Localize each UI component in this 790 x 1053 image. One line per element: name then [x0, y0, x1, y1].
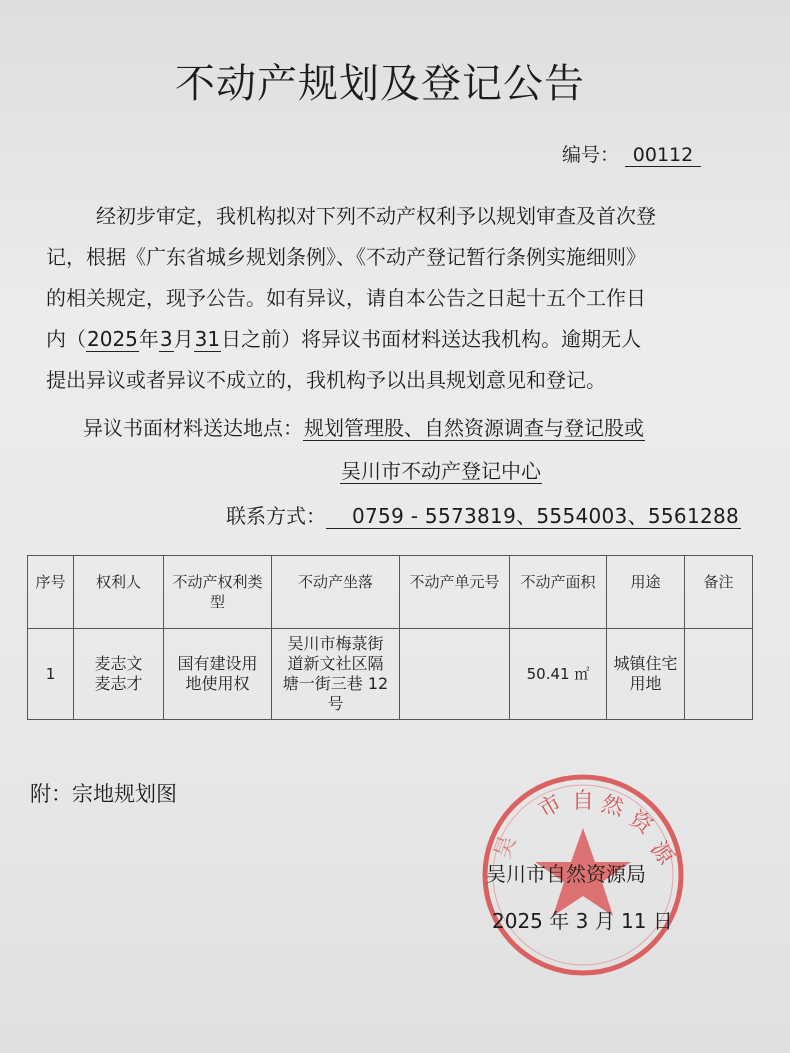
- objection-address-value-1: 规划管理股、自然资源调查与登记股或: [304, 416, 644, 440]
- objection-address-line-2: [340, 455, 542, 484]
- svg-text:源: 源: [645, 837, 679, 870]
- issue-date: 2025 年 3 月 11 日: [492, 909, 673, 933]
- col-header-right-type: 不动产权利类型: [164, 556, 272, 629]
- cell-usage: 城镇住宅 用地: [607, 629, 685, 720]
- body-line-2: 记，根据《广东省城乡规划条例》、《不动产登记暂行条例实施细则》: [46, 245, 646, 269]
- deadline-month: 3: [159, 327, 173, 351]
- table-row: [28, 629, 753, 720]
- body-line-3: 的相关规定，现予公告。如有异议，请自本公告之日起十五个工作日: [46, 286, 646, 310]
- serial-number: [562, 140, 701, 167]
- svg-text:资: 资: [624, 806, 657, 840]
- col-header-usage: 用途: [607, 556, 685, 629]
- property-table: [27, 555, 753, 720]
- col-header-unit-no: 不动产单元号: [400, 556, 510, 629]
- cell-location: 吴川市梅菉街 道新文社区隔 塘一街三巷 12 号: [272, 629, 400, 720]
- cell-area: 50.41 ㎡: [510, 629, 607, 720]
- col-header-index: 序号: [28, 556, 74, 629]
- deadline-day: 31: [194, 327, 221, 351]
- body-line-5: 提出异议或者异议不成立的，我机构予以出具规划意见和登记。: [46, 368, 606, 392]
- body-line-1: 经初步审定，我机构拟对下列不动产权利予以规划审查及首次登: [96, 204, 656, 228]
- col-header-area: 不动产面积: [510, 556, 607, 629]
- cell-index: 1: [28, 629, 74, 720]
- attachment-note: 附：宗地规划图: [30, 782, 177, 806]
- serial-label: 编号：: [562, 144, 620, 166]
- svg-text:自: 自: [572, 789, 595, 814]
- col-header-remark: 备注: [685, 556, 753, 629]
- col-header-owner: 权利人: [74, 556, 164, 629]
- issuing-authority: 吴川市自然资源局: [486, 862, 646, 886]
- svg-text:吴: 吴: [490, 832, 522, 863]
- table-header-row: [28, 556, 753, 629]
- col-header-location: 不动产坐落: [272, 556, 400, 629]
- page-title: 不动产规划及登记公告: [175, 61, 585, 107]
- svg-text:市: 市: [534, 790, 567, 824]
- cell-right-type: 国有建设用 地使用权: [164, 629, 272, 720]
- deadline-year: 2025: [87, 327, 138, 351]
- contact-phones: 0759 - 5573819、5554003、5561288: [326, 504, 741, 529]
- cell-owner: 麦志文 麦志才: [74, 629, 164, 720]
- objection-address-value-2: 吴川市不动产登记中心: [341, 459, 541, 483]
- svg-text:然: 然: [598, 791, 627, 822]
- contact-info: [226, 500, 741, 529]
- objection-address-label: 异议书面材料送达地点：: [83, 416, 303, 440]
- serial-value: 00112: [625, 144, 701, 167]
- objection-address: [83, 412, 645, 441]
- contact-label: 联系方式：: [226, 504, 326, 528]
- cell-unit-no: [400, 629, 510, 720]
- body-line-4: 内（2025年3月31日之前）将异议书面材料送达我机构。逾期无人: [46, 327, 642, 351]
- cell-remark: [685, 629, 753, 720]
